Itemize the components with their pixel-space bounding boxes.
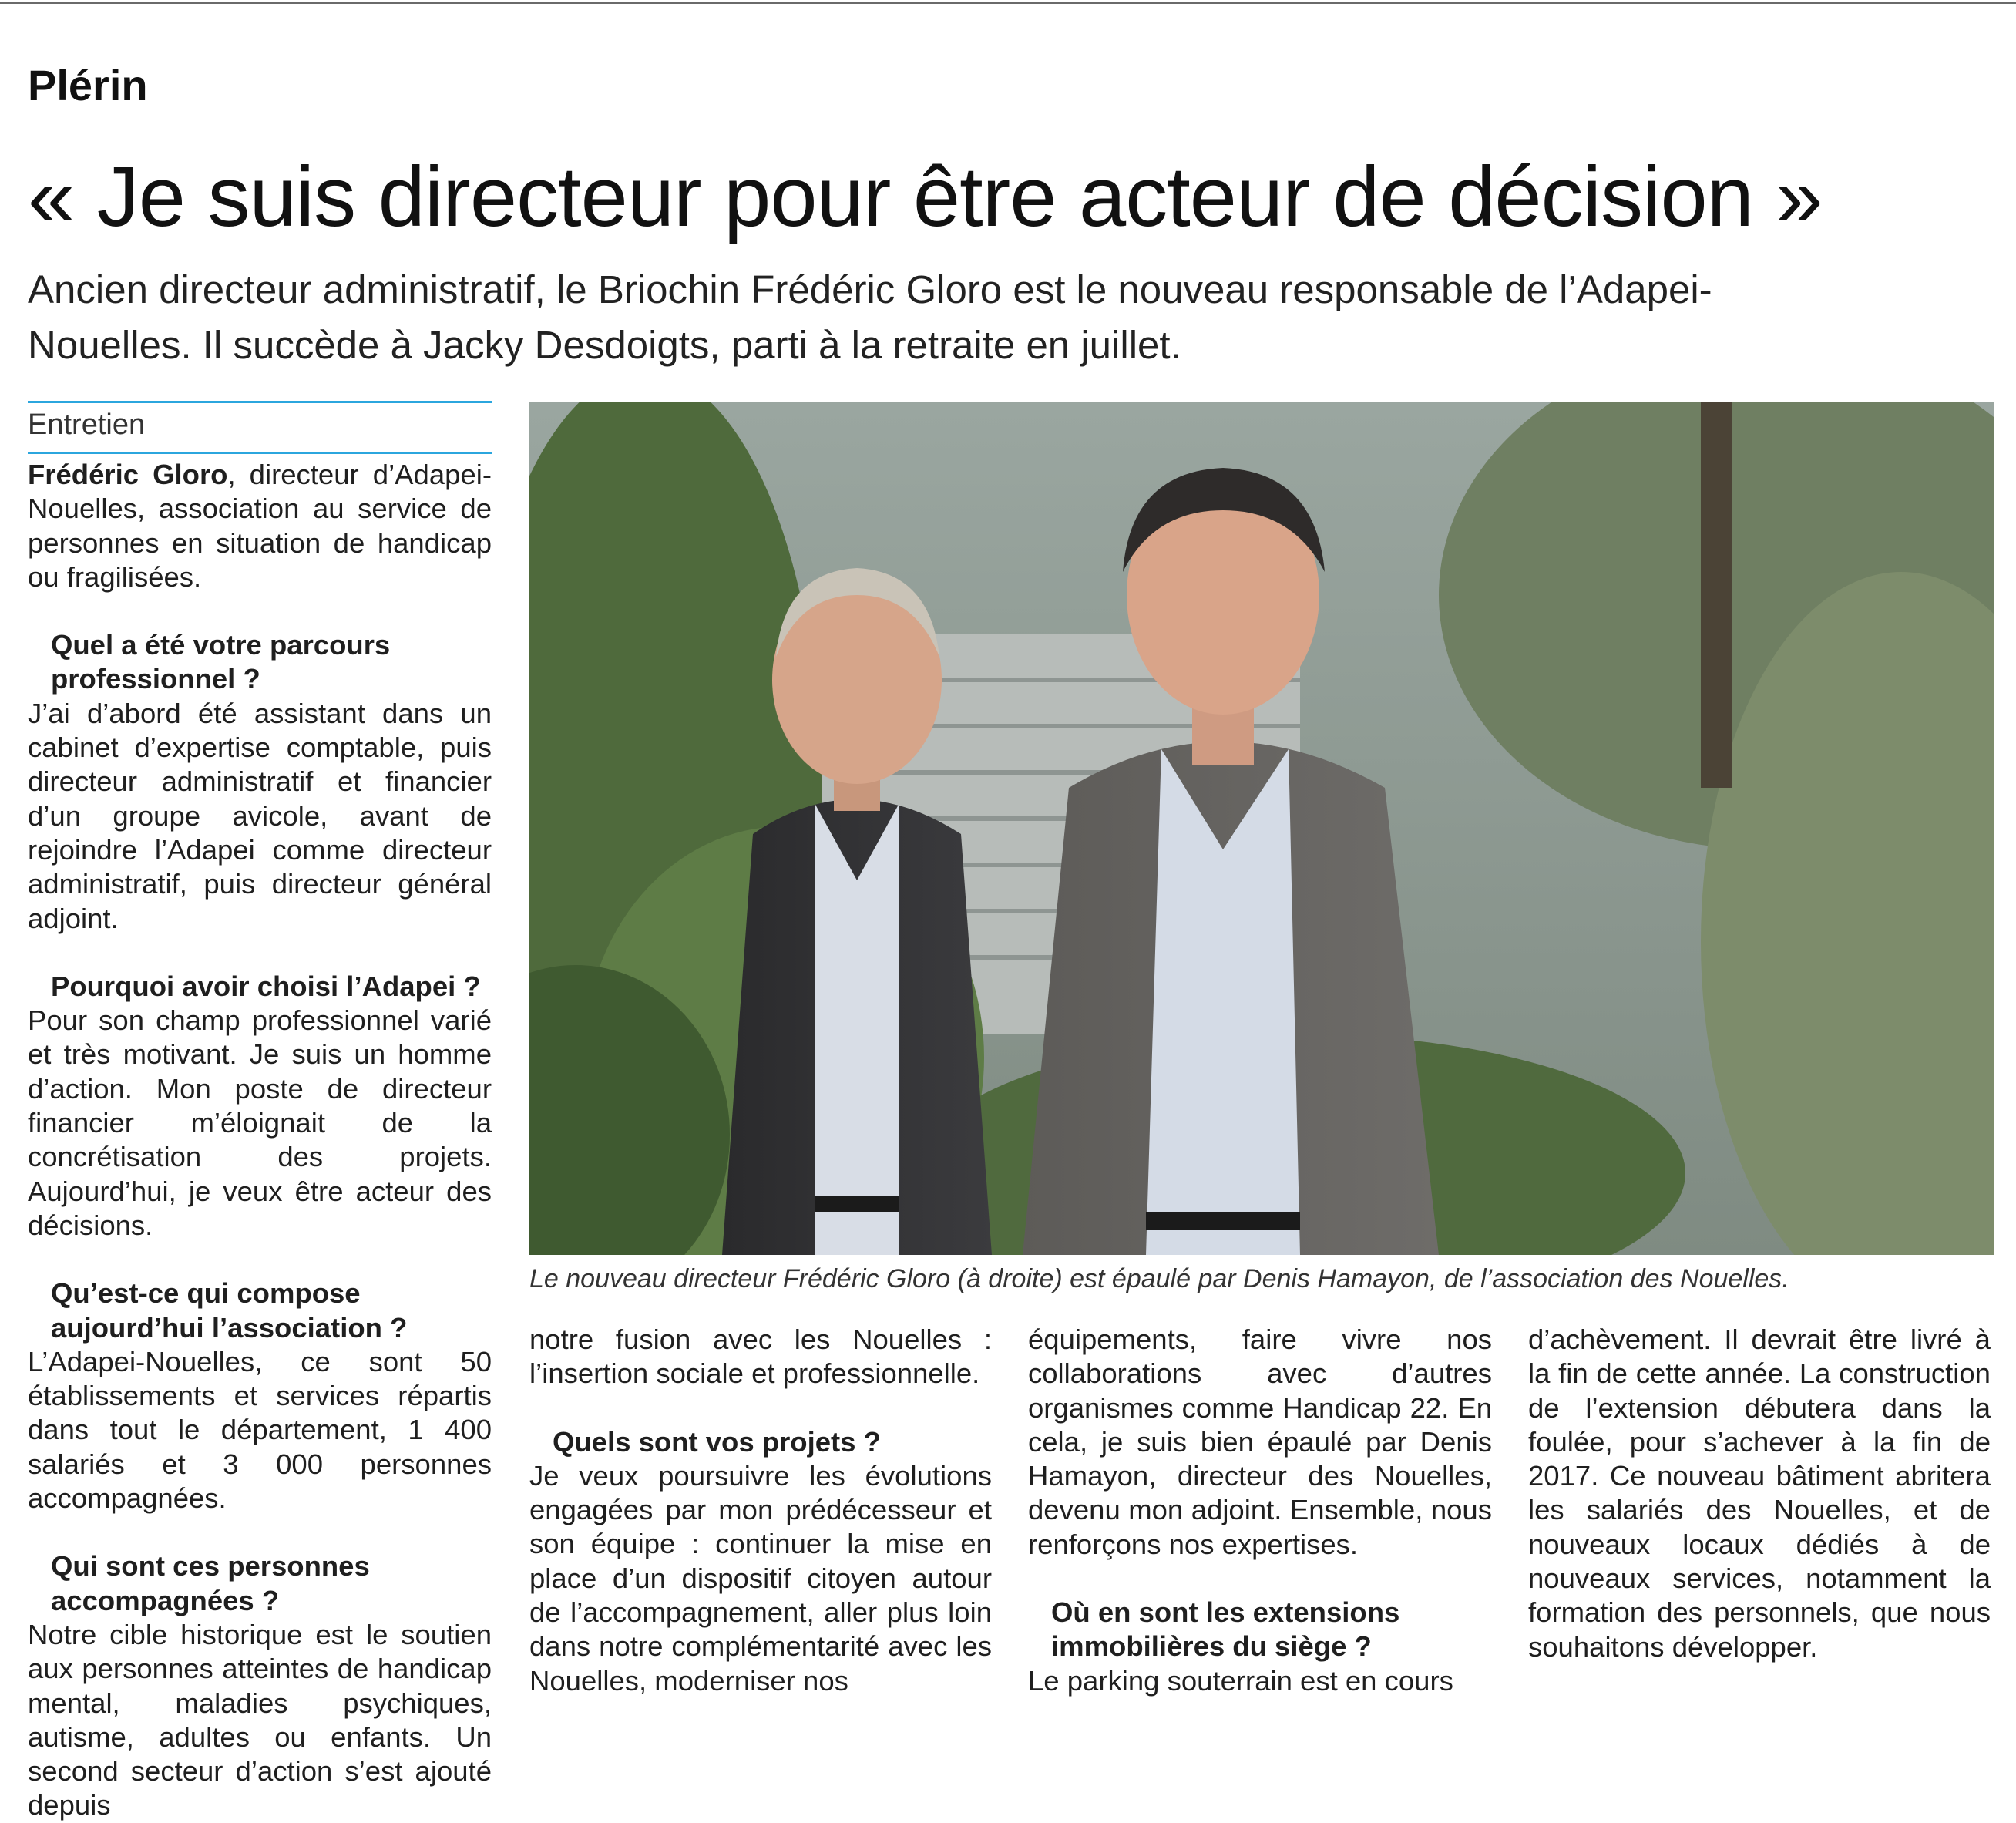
column-2 [529,1323,992,1698]
answer-6-part-2: d’achèvement. Il devrait être livré à la fin de cette année. La construction de l’extension débutera dans la foulée, pour s’achever à la fin de 2017. Ce nouveau bâtiment abritera les salariés des Nouelles, et de nouveaux locaux dédiés à de nouveaux services, notamment la formation des personnels, que nous souhaitons développer. [1528,1324,1991,1663]
lead-text: , directeur d’Adapei-Nouelles, association au service de personnes en situation de handicap ou fragilisées. [28,459,492,593]
photo-illustration [529,402,1994,1255]
lead-name: Frédéric Gloro [28,459,228,490]
standfirst: Ancien directeur administratif, le Briochin Frédéric Gloro est le nouveau responsable de l’Adapei-Nouelles. Il succède à Jacky Desdoigts, parti à la retraite en juillet. [28,267,1712,367]
answer-5-part-1: Je veux poursuivre les évolutions engagées par mon prédécesseur et son équipe : continuer la mise en place d’un dispositif citoyen autour de l’accompagnement, aller plus loin dans notre complémentarité avec les Nouelles, moderniser nos [529,1459,992,1697]
question-2: Pourquoi avoir choisi l’Adapei ? [51,970,481,1002]
lead-paragraph [28,458,492,594]
answer-3: L’Adapei-Nouelles, ce sont 50 établissements et services répartis dans tout le département, 1 400 salariés et 3 000 personnes accompagnées. [28,1345,492,1515]
column-4 [1528,1323,1991,1664]
column-1 [28,458,492,1823]
section-title: Plérin [28,61,148,109]
top-rule [0,2,2016,4]
answer-6-part-1: Le parking souterrain est en cours [1028,1664,1453,1697]
headline: « Je suis directeur pour être acteur de décision » [28,150,1823,244]
answer-2: Pour son champ professionnel varié et très motivant. Je suis un homme d’action. Mon poste de directeur financier m’éloignait de la concrétisation des projets. Aujourd’hui, je veux être acteur des décisions. [28,1004,492,1241]
answer-4-part-1: Notre cible historique est le soutien aux personnes atteintes de handicap mental, maladies psychiques, autisme, adultes ou enfants. Un second secteur d’action s’est ajouté depuis [28,1618,492,1821]
question-1: Quel a été votre parcours professionnel ? [51,629,391,695]
question-4: Qui sont ces personnes accompagnées ? [51,1550,370,1616]
question-5: Quels sont vos projets ? [553,1425,881,1458]
kicker-rule-top [28,401,492,403]
kicker: Entretien [28,409,146,441]
photo-caption: Le nouveau directeur Frédéric Gloro (à droite) est épaulé par Denis Hamayon, de l’association des Nouelles. [529,1264,1789,1293]
column-3 [1028,1323,1492,1698]
article-photo [529,402,1994,1255]
question-6: Où en sont les extensions immobilières du siège ? [1051,1596,1400,1663]
kicker-rule-bottom [28,452,492,454]
answer-5-part-2: équipements, faire vivre nos collaborations avec d’autres organismes comme Handicap 22. En cela, je suis bien épaulé par Denis Hamayon, directeur des Nouelles, devenu mon adjoint. Ensemble, nous renforçons nos expertises. [1028,1324,1492,1560]
answer-4-part-2: notre fusion avec les Nouelles : l’insertion sociale et professionnelle. [529,1324,992,1390]
question-3: Qu’est-ce qui compose aujourd’hui l’association ? [51,1277,408,1344]
answer-1: J’ai d’abord été assistant dans un cabinet d’expertise comptable, puis directeur administratif et financier d’un groupe avicole, avant de rejoindre l’Adapei comme directeur administratif, puis directeur général adjoint. [28,697,492,934]
